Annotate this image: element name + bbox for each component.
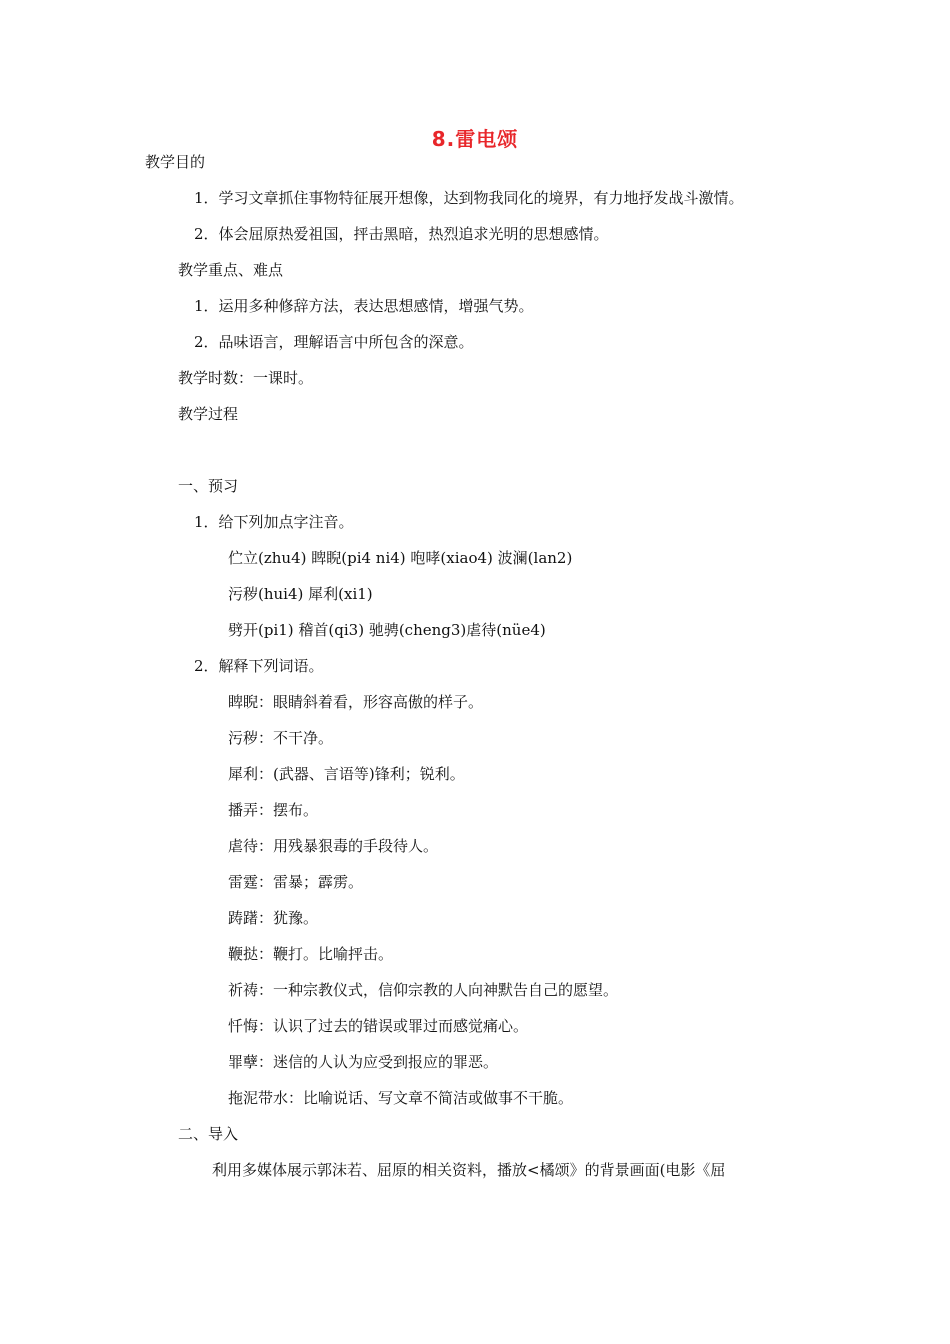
- definition-item: 拖泥带水：比喻说话、写文章不简洁或做事不干脆。: [228, 1089, 574, 1107]
- definition-item: 睥睨：眼睛斜着看，形容高傲的样子。: [228, 693, 484, 711]
- key-points-heading: 教学重点、难点: [178, 261, 284, 279]
- definition-item: 虐待：用残暴狠毒的手段待人。: [228, 837, 439, 855]
- teaching-hours: 教学时数：一课时。: [178, 369, 314, 387]
- key-point-item: 1．运用多种修辞方法，表达思想感情，增强气势。: [194, 297, 534, 315]
- definition-item: 犀利：(武器、言语等)锋利；锐利。: [228, 765, 465, 783]
- definition-item: 污秽：不干净。: [228, 729, 334, 747]
- pinyin-line: 伫立(zhu4) 睥睨(pi4 ni4) 咆哮(xiao4) 波澜(lan2): [228, 549, 573, 567]
- definition-item: 踌躇：犹豫。: [228, 909, 319, 927]
- objectives-heading: 教学目的: [145, 153, 206, 171]
- question-item: 1．给下列加点字注音。: [194, 513, 354, 531]
- definition-item: 鞭挞：鞭打。比喻抨击。: [228, 945, 394, 963]
- definition-item: 祈祷：一种宗教仪式，信仰宗教的人向神默告自己的愿望。: [228, 981, 619, 999]
- objective-item: 1．学习文章抓住事物特征展开想像，达到物我同化的境界，有力地抒发战斗激情。: [194, 189, 744, 207]
- question-item: 2．解释下列词语。: [194, 657, 324, 675]
- definition-item: 雷霆：雷暴；霹雳。: [228, 873, 364, 891]
- objective-item: 2．体会屈原热爱祖国，抨击黑暗，热烈追求光明的思想感情。: [194, 225, 609, 243]
- definition-item: 罪孽：迷信的人认为应受到报应的罪恶。: [228, 1053, 499, 1071]
- definition-item: 播弄：摆布。: [228, 801, 319, 819]
- definition-item: 忏悔：认识了过去的错误或罪过而感觉痛心。: [228, 1017, 529, 1035]
- document-title: 8.雷电颂: [431, 127, 519, 151]
- section-heading: 一、预习: [178, 477, 239, 495]
- intro-paragraph: 利用多媒体展示郭沫若、屈原的相关资料，播放<橘颂》的背景画面(电影《屈: [212, 1161, 726, 1179]
- process-heading: 教学过程: [178, 405, 239, 423]
- key-point-item: 2．品味语言，理解语言中所包含的深意。: [194, 333, 474, 351]
- section-heading: 二、导入: [178, 1125, 239, 1143]
- pinyin-line: 劈开(pi1) 稽首(qi3) 驰骋(cheng3)虐待(nüe4): [228, 621, 546, 639]
- pinyin-line: 污秽(hui4) 犀利(xi1): [228, 585, 373, 603]
